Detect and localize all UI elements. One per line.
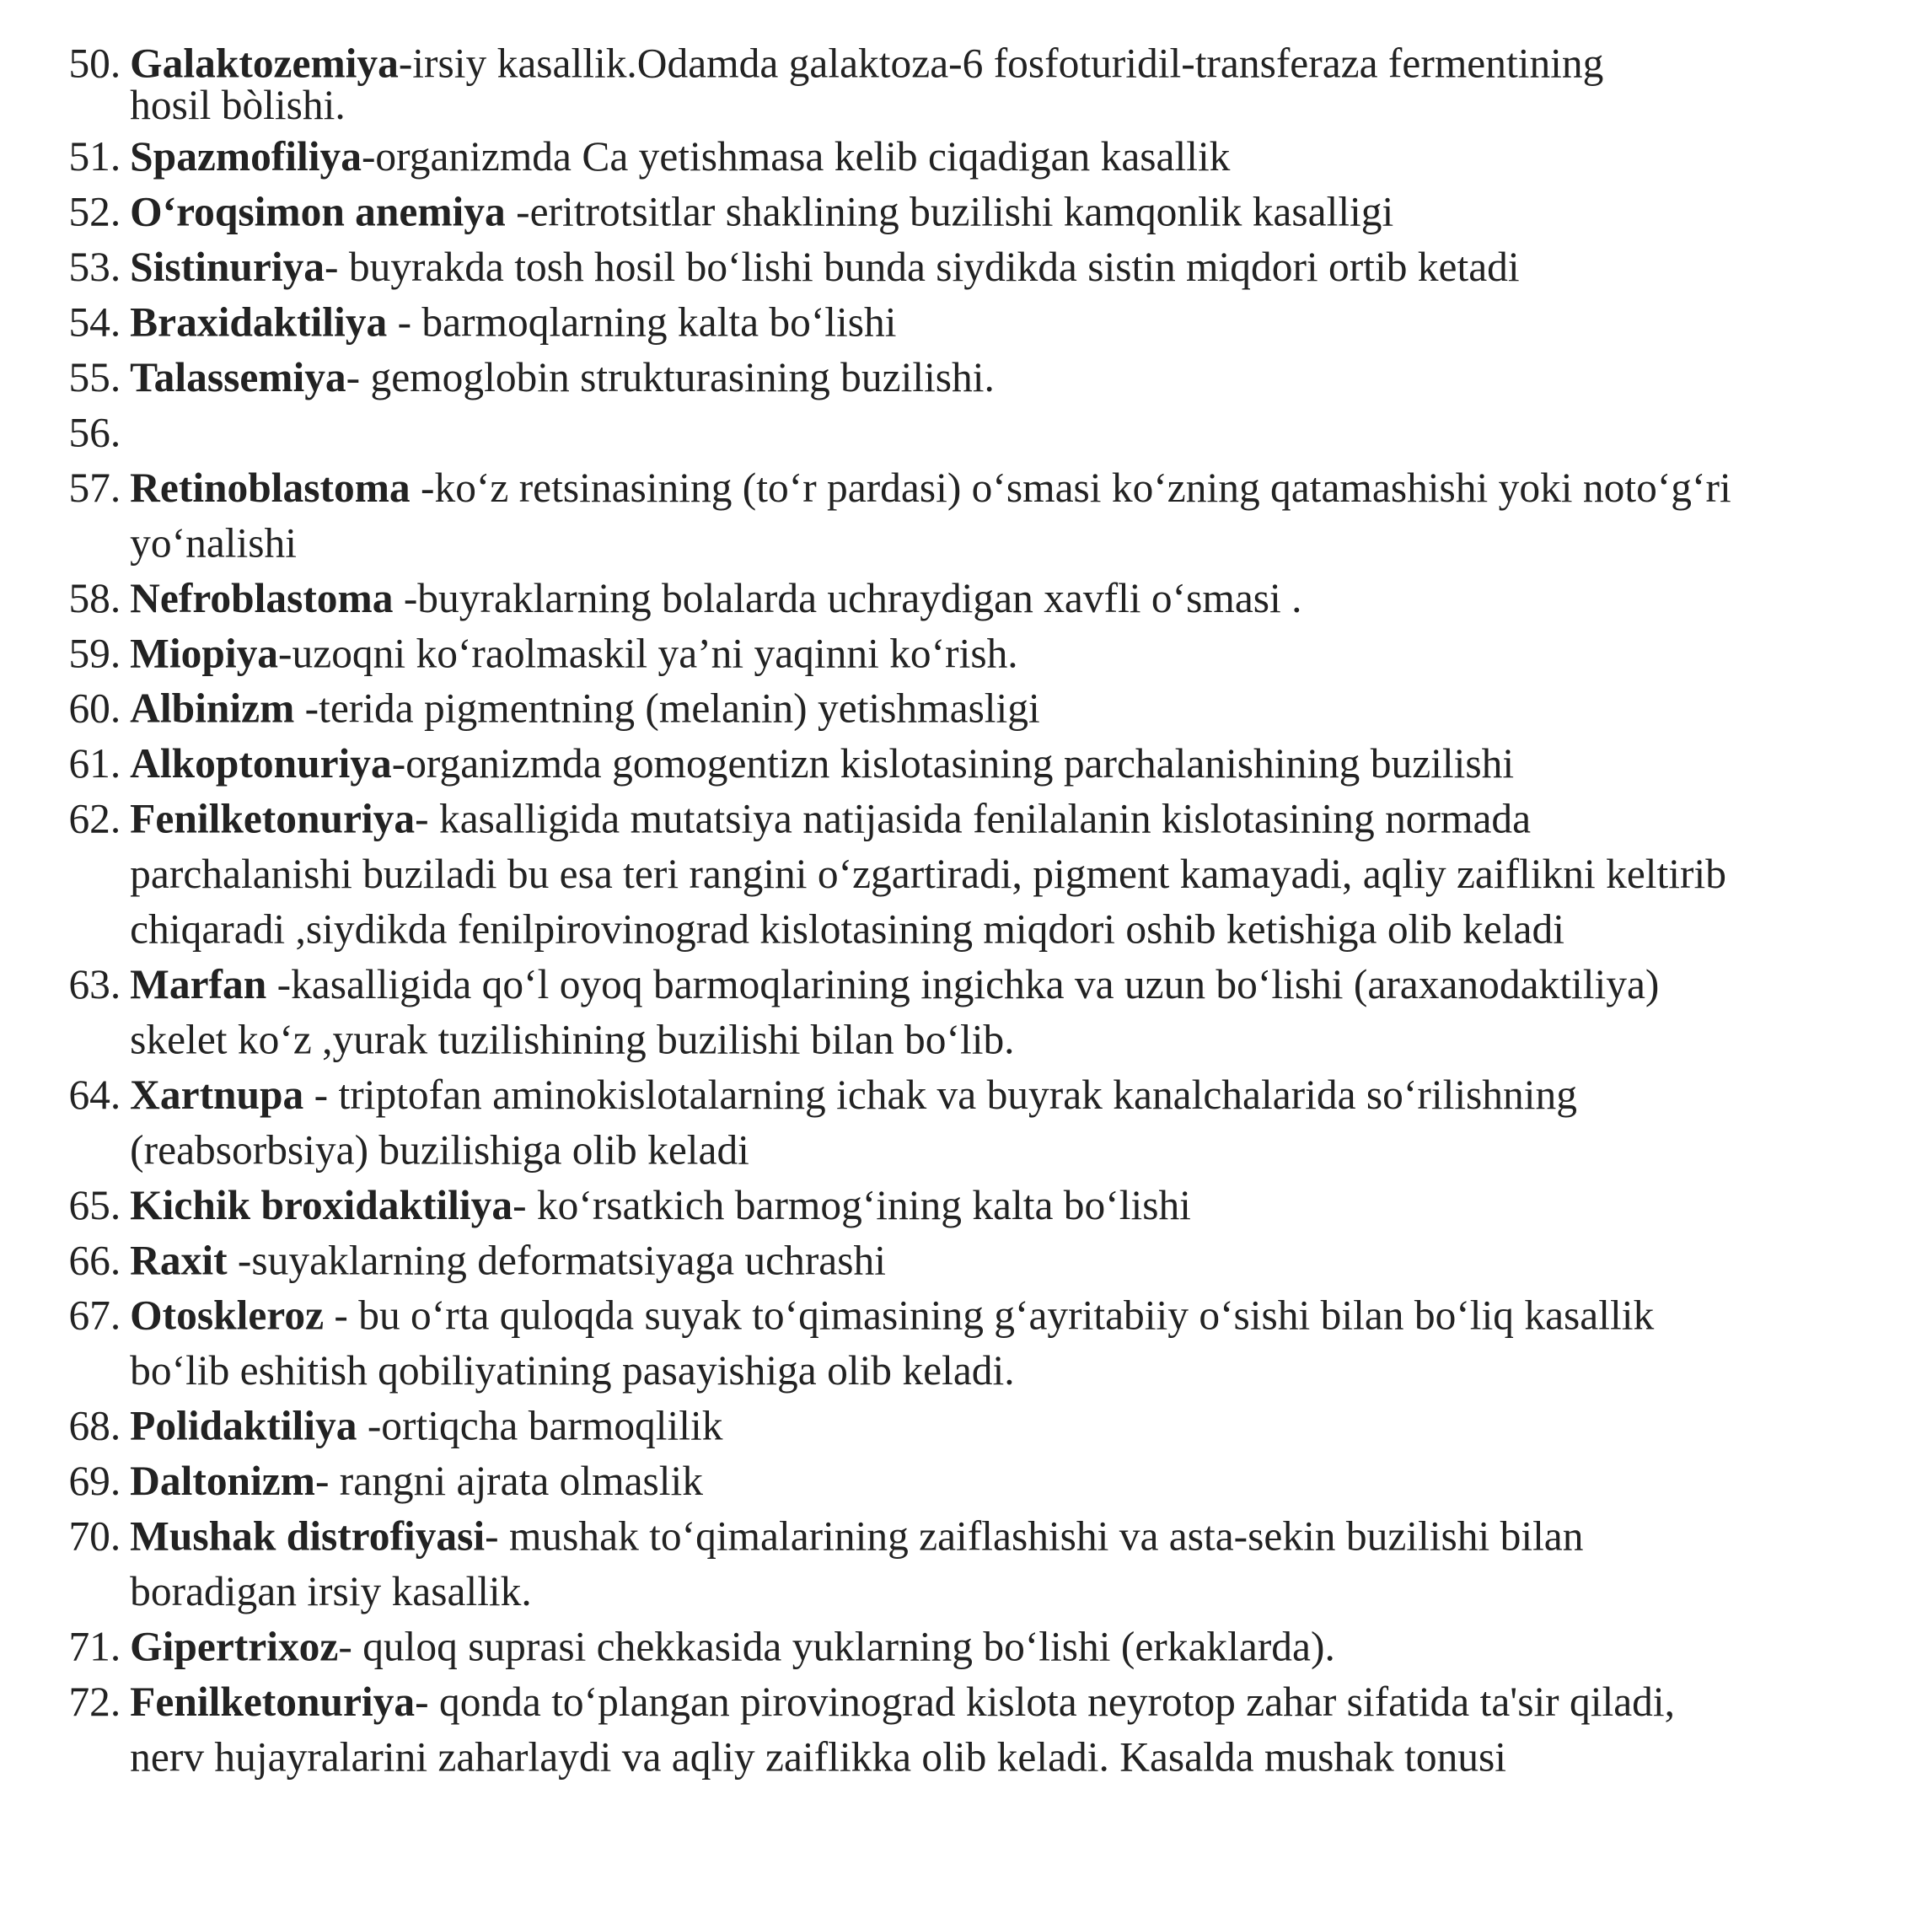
term-name: Raxit (130, 1238, 228, 1284)
item-number: 67. (68, 1293, 121, 1340)
item-text-line: parchalanishi buziladi bu esa teri rangini o‘zgartiradi, pigment kamayadi, aqliy zaiflikni keltirib (130, 851, 1726, 898)
item-number: 52. (68, 190, 121, 236)
item-text-line: Kichik broxidaktiliya- ko‘rsatkich barmog‘ining kalta bo‘lishi (130, 1183, 1191, 1229)
term-name: Gipertrixoz (130, 1625, 339, 1671)
term-name: Albinizm (130, 686, 295, 733)
item-text-line: Xartnupa - triptofan aminokislotalarning ichak va buyrak kanalchalarida so‘rilishning (130, 1072, 1577, 1119)
term-name: Alkoptonuriya (130, 742, 392, 787)
item-number: 61. (68, 742, 121, 787)
item-text-line: O‘roqsimon anemiya -eritrotsitlar shaklining buzilishi kamqonlik kasalligi (130, 190, 1394, 236)
list-item (68, 1179, 1932, 1233)
item-text-line: Otoskleroz - bu o‘rta quloqda suyak to‘qimasining g‘ayritabiiy o‘sishi bilan bo‘liq kasallik (130, 1293, 1655, 1340)
term-name: Marfan (130, 962, 267, 1008)
item-text-line: chiqaradi ,siydikda fenilpirovinograd kislotasining miqdori oshib ketishiga olib keladi (130, 907, 1564, 954)
list-item (68, 1510, 1932, 1620)
term-name: Kichik broxidaktiliya (130, 1183, 513, 1229)
item-number: 66. (68, 1238, 121, 1284)
item-text-line: Raxit -suyaklarning deformatsiyaga uchrashi (130, 1238, 886, 1284)
item-text-line: Alkoptonuriya-organizmda gomogentizn kislotasining parchalanishining buzilishi (130, 742, 1515, 787)
term-name: Fenilketonuriya (130, 1679, 416, 1726)
item-number: 70. (68, 1514, 121, 1561)
list-item (68, 792, 1932, 958)
item-text-line: Retinoblastoma -ko‘z retsinasining (to‘r pardasi) o‘smasi ko‘zning qatamashishi yoki noto‘g‘ri (130, 465, 1731, 512)
list-item (68, 185, 1932, 240)
list-item (68, 406, 1932, 460)
item-text-line: Sistinuriya- buyrakda tosh hosil bo‘lishi bunda siydikda sistin miqdori ortib ketadi (130, 244, 1520, 291)
list-item (68, 1068, 1932, 1179)
item-number: 64. (68, 1072, 121, 1119)
item-number: 53. (68, 244, 121, 291)
list-item (68, 240, 1932, 295)
term-name: Sistinuriya (130, 244, 325, 291)
list-item (68, 1620, 1932, 1674)
item-text-line: bo‘lib eshitish qobiliyatining pasayishiga olib keladi. (130, 1349, 1015, 1394)
item-text-line: (reabsorbsiya) buzilishiga olib keladi (130, 1128, 749, 1174)
list-item (68, 572, 1932, 626)
item-number: 65. (68, 1183, 121, 1229)
term-name: Otoskleroz (130, 1293, 325, 1340)
item-text-line: Spazmofiliya-organizmda Ca yetishmasa kelib ciqadigan kasallik (130, 135, 1231, 180)
list-item (68, 130, 1932, 185)
item-number: 57. (68, 465, 121, 512)
term-name: Xartnupa (130, 1072, 304, 1119)
list-item (68, 1289, 1932, 1399)
item-number: 59. (68, 631, 121, 677)
item-text-line: Braxidaktiliya - barmoqlarning kalta bo‘lishi (130, 300, 897, 346)
item-number: 51. (68, 135, 121, 180)
item-number: 56. (68, 411, 121, 457)
item-text-line: yo‘nalishi (130, 521, 297, 567)
item-text-line: Daltonizm- rangni ajrata olmaslik (130, 1458, 703, 1505)
term-name: Polidaktiliya (130, 1404, 357, 1450)
term-name: Galaktozemiya (130, 41, 399, 88)
item-text-line: Nefroblastoma -buyraklarning bolalarda uchraydigan xavfli o‘smasi . (130, 576, 1302, 622)
item-number: 68. (68, 1404, 121, 1450)
item-number: 71. (68, 1625, 121, 1671)
item-text-line: Marfan -kasalligida qo‘l oyoq barmoqlarining ingichka va uzun bo‘lishi (araxanodaktiliya) (130, 962, 1660, 1008)
item-text-line (68, 406, 1932, 460)
item-number: 72. (68, 1679, 121, 1726)
list-item (68, 958, 1932, 1068)
list-item (68, 351, 1932, 406)
list-item (68, 737, 1932, 792)
term-name: Miopiya (130, 631, 279, 677)
item-text-line: hosil bòlishi. (130, 83, 346, 129)
list-item (68, 461, 1932, 572)
item-text-line: Polidaktiliya -ortiqcha barmoqlilik (130, 1404, 723, 1450)
item-text-line: Talassemiya- gemoglobin strukturasining buzilishi. (130, 355, 995, 401)
list-item (68, 1675, 1932, 1786)
term-name: Daltonizm (130, 1458, 315, 1505)
list-item (68, 626, 1932, 681)
list-item (68, 1233, 1932, 1288)
term-name: Talassemiya (130, 355, 346, 401)
item-text-line: nerv hujayralarini zaharlaydi va aqliy zaiflikka olib keladi. Kasalda mushak tonusi (130, 1735, 1507, 1781)
item-number: 55. (68, 355, 121, 401)
item-text-line: Fenilketonuriya- qonda to‘plangan pirovinograd kislota neyrotop zahar sifatida ta'sir qiladi, (130, 1679, 1676, 1726)
list-item (68, 682, 1932, 737)
item-number: 50. (68, 41, 121, 88)
list-item (68, 41, 1932, 129)
item-text-line: Miopiya-uzoqni ko‘raolmaskil ya’ni yaqinni ko‘rish. (130, 631, 1018, 677)
list-item (68, 296, 1932, 351)
list-item (68, 1399, 1932, 1454)
term-name: Nefroblastoma (130, 576, 394, 622)
list-item (68, 1454, 1932, 1509)
item-number: 69. (68, 1458, 121, 1505)
term-name: Fenilketonuriya (130, 797, 416, 843)
term-name: Mushak distrofiyasi (130, 1514, 486, 1561)
term-name: Braxidaktiliya (130, 300, 388, 346)
item-text-line: Galaktozemiya-irsiy kasallik.Odamda galaktoza-6 fosfoturidil-transferaza fermentining (130, 41, 1604, 88)
item-text-line: boradigan irsiy kasallik. (130, 1569, 532, 1615)
item-number: 60. (68, 686, 121, 733)
item-number: 54. (68, 300, 121, 346)
item-text-line: Mushak distrofiyasi- mushak to‘qimalarining zaiflashishi va asta-sekin buzilishi bilan (130, 1514, 1584, 1561)
item-number: 62. (68, 797, 121, 843)
item-text-line: Fenilketonuriya- kasalligida mutatsiya natijasida fenilalanin kislotasining normada (130, 797, 1532, 843)
item-number: 63. (68, 962, 121, 1008)
item-text-line: Gipertrixoz- quloq suprasi chekkasida yuklarning bo‘lishi (erkaklarda). (130, 1625, 1335, 1671)
item-text-line: skelet ko‘z ,yurak tuzilishining buzilishi bilan bo‘lib. (130, 1018, 1015, 1064)
term-name: O‘roqsimon anemiya (130, 190, 506, 236)
term-name: Spazmofiliya (130, 135, 362, 180)
item-number: 58. (68, 576, 121, 622)
term-name: Retinoblastoma (130, 465, 411, 512)
item-text-line: Albinizm -terida pigmentning (melanin) yetishmasligi (130, 686, 1040, 733)
